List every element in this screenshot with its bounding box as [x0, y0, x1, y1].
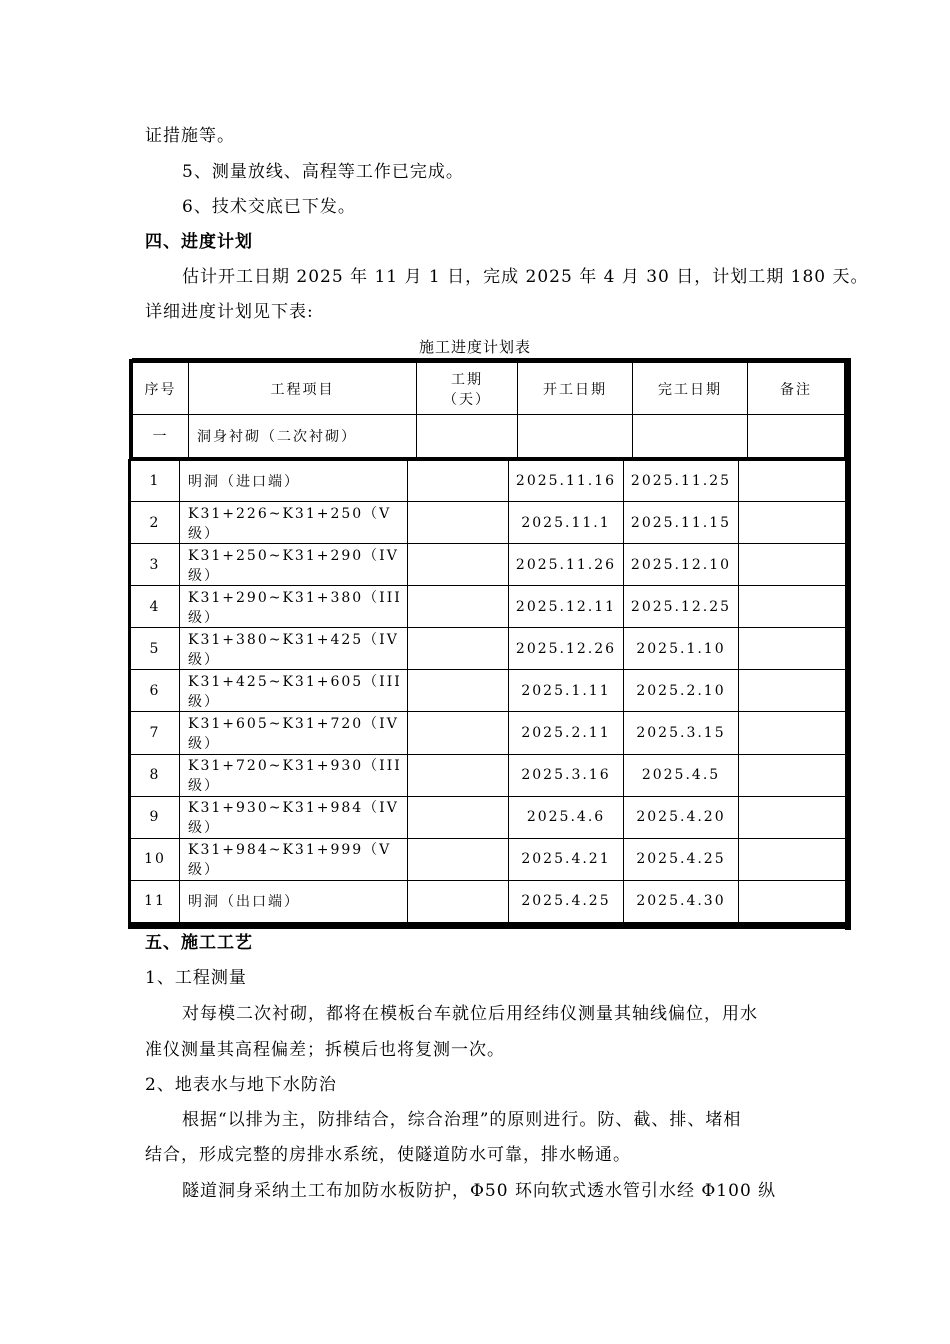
cell-duration — [408, 880, 509, 922]
cell-end: 2025.4.20 — [624, 796, 739, 838]
cell-end: 2025.4.5 — [624, 754, 739, 796]
cell-remark — [739, 502, 850, 544]
table-caption: 施工进度计划表 — [418, 338, 531, 356]
text-line: 详细进度计划见下表: — [145, 302, 314, 322]
schedule-table-body — [128, 459, 850, 923]
cell-remark — [739, 628, 850, 670]
cell-duration — [408, 670, 509, 712]
text-line: 2、地表水与地下水防治 — [145, 1075, 337, 1095]
cell-item: K31+250~K31+290（IV 级） — [180, 544, 408, 586]
cell-end: 2025.12.10 — [624, 544, 739, 586]
cell-item: K31+984~K31+999（V 级） — [180, 838, 408, 880]
group-seq: 一 — [133, 415, 189, 458]
table-row — [130, 502, 850, 544]
section-heading: 五、施工工艺 — [145, 933, 253, 953]
cell-start: 2025.11.26 — [509, 544, 624, 586]
cell-duration — [408, 754, 509, 796]
header-item: 工程项目 — [189, 363, 417, 415]
header-start: 开工日期 — [518, 363, 633, 415]
cell-end: 2025.11.25 — [624, 460, 739, 502]
cell-duration — [408, 502, 509, 544]
cell-start: 2025.3.16 — [509, 754, 624, 796]
cell-seq: 9 — [130, 796, 180, 838]
table-row — [130, 796, 850, 838]
cell-remark — [739, 586, 850, 628]
cell-start: 2025.4.6 — [509, 796, 624, 838]
group-duration — [417, 415, 518, 458]
group-item: 洞身衬砌（二次衬砌） — [189, 415, 417, 458]
text-line: 隧道洞身采纳土工布加防水板防护，Φ50 环向软式透水管引水经 Φ100 纵 — [182, 1181, 777, 1201]
cell-duration — [408, 796, 509, 838]
cell-remark — [739, 796, 850, 838]
cell-duration — [408, 544, 509, 586]
cell-end: 2025.11.15 — [624, 502, 739, 544]
table-row — [130, 460, 850, 502]
cell-seq: 2 — [130, 502, 180, 544]
header-remark: 备注 — [748, 363, 845, 415]
cell-start: 2025.2.11 — [509, 712, 624, 754]
cell-remark — [739, 712, 850, 754]
cell-start: 2025.12.11 — [509, 586, 624, 628]
group-start — [518, 415, 633, 458]
table-row — [130, 880, 850, 922]
cell-end: 2025.1.10 — [624, 628, 739, 670]
cell-remark — [739, 838, 850, 880]
header-seq: 序号 — [133, 363, 189, 415]
group-remark — [748, 415, 845, 458]
cell-duration — [408, 838, 509, 880]
table-frame-bottom — [128, 923, 851, 929]
cell-item: K31+290~K31+380（III 级） — [180, 586, 408, 628]
cell-end: 2025.4.30 — [624, 880, 739, 922]
text-line: 6、技术交底已下发。 — [182, 197, 356, 217]
cell-seq: 11 — [130, 880, 180, 922]
cell-duration — [408, 712, 509, 754]
table-row — [130, 712, 850, 754]
cell-seq: 1 — [130, 460, 180, 502]
group-end — [633, 415, 748, 458]
section-heading: 四、进度计划 — [145, 232, 253, 252]
table-row — [130, 544, 850, 586]
cell-item: K31+380~K31+425（IV 级） — [180, 628, 408, 670]
cell-item: K31+226~K31+250（V 级） — [180, 502, 408, 544]
table-row — [130, 838, 850, 880]
cell-remark — [739, 754, 850, 796]
cell-remark — [739, 460, 850, 502]
text-line: 估计开工日期 2025 年 11 月 1 日，完成 2025 年 4 月 30 日，计划工期 180 天。 — [182, 267, 869, 287]
header-row — [133, 363, 845, 415]
cell-start: 2025.4.25 — [509, 880, 624, 922]
cell-start: 2025.11.16 — [509, 460, 624, 502]
text-line: 根据“以排为主，防排结合，综合治理”的原则进行。防、截、排、堵相 — [182, 1110, 742, 1130]
cell-seq: 8 — [130, 754, 180, 796]
header-duration-line1: 工期 — [451, 371, 483, 388]
cell-remark — [739, 544, 850, 586]
cell-end: 2025.3.15 — [624, 712, 739, 754]
schedule-table-header — [132, 362, 845, 458]
cell-remark — [739, 880, 850, 922]
cell-seq: 3 — [130, 544, 180, 586]
cell-remark — [739, 670, 850, 712]
cell-duration — [408, 586, 509, 628]
text-line: 准仪测量其高程偏差；拆模后也将复测一次。 — [145, 1040, 505, 1060]
cell-seq: 5 — [130, 628, 180, 670]
table-row — [130, 754, 850, 796]
cell-item: 明洞（出口端） — [180, 880, 408, 922]
cell-start: 2025.11.1 — [509, 502, 624, 544]
cell-duration — [408, 460, 509, 502]
text-line: 证措施等。 — [145, 126, 235, 146]
text-line: 结合，形成完整的房排水系统，使隧道防水可靠，排水畅通。 — [145, 1145, 631, 1165]
cell-item: 明洞（进口端） — [180, 460, 408, 502]
cell-item: K31+930~K31+984（IV 级） — [180, 796, 408, 838]
cell-item: K31+605~K31+720（IV 级） — [180, 712, 408, 754]
cell-seq: 7 — [130, 712, 180, 754]
header-duration-line2: （天） — [443, 391, 491, 408]
header-duration — [417, 363, 518, 415]
cell-end: 2025.12.25 — [624, 586, 739, 628]
cell-start: 2025.1.11 — [509, 670, 624, 712]
table-row — [130, 586, 850, 628]
table-row — [130, 628, 850, 670]
cell-item: K31+425~K31+605（III 级） — [180, 670, 408, 712]
cell-end: 2025.2.10 — [624, 670, 739, 712]
table-row — [130, 670, 850, 712]
cell-seq: 6 — [130, 670, 180, 712]
cell-duration — [408, 628, 509, 670]
cell-seq: 4 — [130, 586, 180, 628]
text-line: 5、测量放线、高程等工作已完成。 — [182, 162, 464, 182]
group-row — [133, 415, 845, 458]
text-line: 1、工程测量 — [145, 968, 247, 988]
cell-start: 2025.12.26 — [509, 628, 624, 670]
cell-start: 2025.4.21 — [509, 838, 624, 880]
cell-seq: 10 — [130, 838, 180, 880]
cell-end: 2025.4.25 — [624, 838, 739, 880]
text-line: 对每模二次衬砌，都将在模板台车就位后用经纬仪测量其轴线偏位，用水 — [182, 1004, 758, 1024]
header-end: 完工日期 — [633, 363, 748, 415]
cell-item: K31+720~K31+930（III 级） — [180, 754, 408, 796]
